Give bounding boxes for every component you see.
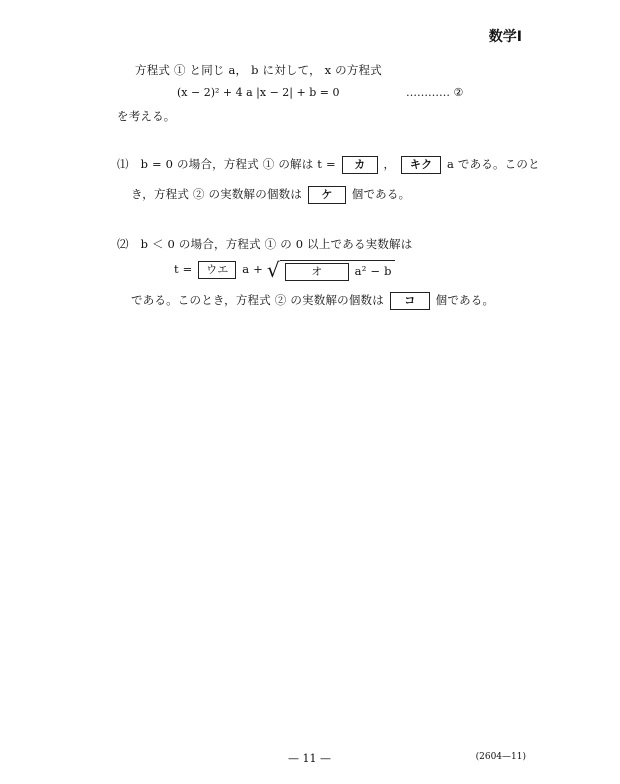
answer-box-ko[interactable]: コ	[390, 292, 430, 310]
question-1-text-d: 個である。	[351, 187, 411, 201]
a-squared-minus-b: a² − b	[354, 263, 392, 278]
question-1-text-c: き，方程式 ② の実数解の個数は	[131, 187, 303, 201]
radical-icon: √	[266, 258, 280, 282]
question-1-line-2	[131, 186, 410, 204]
answer-box-ke[interactable]: ケ	[308, 186, 346, 204]
page-number: — 11 —	[288, 752, 331, 765]
answer-box-ka[interactable]: カ	[342, 156, 378, 174]
answer-box-ue[interactable]: ウエ	[198, 261, 236, 279]
question-1-text-b: a である。このと	[446, 157, 540, 171]
radicand	[280, 260, 395, 281]
comma: ，	[383, 157, 396, 171]
a-plus: a +	[242, 262, 263, 276]
intro-consider: を考える。	[117, 109, 176, 123]
answer-box-o[interactable]: オ	[285, 263, 349, 281]
answer-box-kiku[interactable]: キク	[401, 156, 441, 174]
equation-ref-2: ………… ②	[406, 86, 464, 99]
question-2-line-3	[131, 292, 494, 310]
question-1-line-1	[117, 156, 540, 174]
question-2-text-a: b ＜ 0 の場合，方程式 ① の 0 以上である実数解は	[140, 237, 413, 251]
question-2-text-c: 個である。	[435, 293, 495, 307]
equation-2: (x − 2)² + 4 a |x − 2| + b = 0	[177, 86, 340, 99]
question-1-text-a: b = 0 の場合，方程式 ① の解は t =	[140, 157, 336, 171]
subject-header: 数学Ⅰ	[488, 29, 522, 45]
question-1-number: ⑴	[117, 157, 129, 171]
question-2-text-b: である。このとき，方程式 ② の実数解の個数は	[131, 293, 384, 307]
page-code: (2604—11)	[475, 752, 526, 762]
question-2-line-1	[117, 236, 412, 252]
t-equals: t =	[174, 262, 193, 276]
square-root	[267, 258, 395, 282]
intro-line: 方程式 ① と同じ a， b に対して， x の方程式	[135, 63, 382, 77]
question-2-formula	[174, 258, 395, 282]
question-2-number: ⑵	[117, 237, 129, 251]
